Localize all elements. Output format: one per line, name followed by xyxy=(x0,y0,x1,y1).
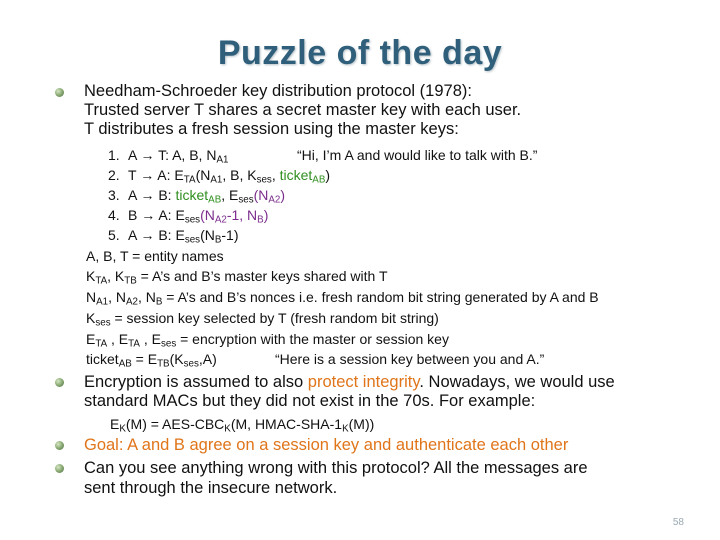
bullet-icon xyxy=(55,441,64,450)
protocol-step-3: 3. A → B: ticket$_{AB}$, $E_{ses}(N_{A2})$ xyxy=(108,187,286,206)
bullet-icon xyxy=(55,378,64,387)
intro-line-2: Trusted server T shares a secret master key with each user. xyxy=(84,101,522,119)
protocol-step-5: 5. A → B: $E_{ses}(N_B-1)$ xyxy=(108,227,239,246)
def-master-keys: $K_{TA}$, $K_{TB}$ = A’s and B’s master keys shared with T xyxy=(86,268,388,287)
encryption-line-1: Encryption is assumed to also protect integrity. Nowadays, we would use xyxy=(84,373,615,391)
protocol-step-1: 1. A → T: A, B, $N_{A1}$ xyxy=(108,147,229,166)
def-nonces: $N_{A1}$, $N_{A2}$, $N_B$ = A’s and B’s nonces i.e. fresh random bit string generated by A and B xyxy=(86,289,599,308)
ticket-quote: “Here is a session key between you and A.” xyxy=(275,351,545,367)
page-number: 58 xyxy=(672,517,684,528)
step-1-quote: “Hi, I’m A and would like to talk with B.” xyxy=(297,147,538,163)
bullet-icon xyxy=(55,88,64,97)
def-session-key: $K_{ses}$ = session key selected by T (fresh random bit string) xyxy=(86,310,439,329)
def-ticket: ticket$_{AB}$ = $E_{TB}(K_{ses},A)$ xyxy=(86,351,217,370)
def-encryption: $E_{TA}$ , $E_{TA}$ , $E_{ses}$ = encryption with the master or session key xyxy=(86,331,449,350)
intro-line-1: Needham-Schroeder key distribution protocol (1978): xyxy=(84,82,472,100)
bullet-icon xyxy=(55,464,64,473)
protocol-step-2: 2. T → A: $E_{TA}(N_{A1}$, B, $K_{ses}$, ticket$_{AB}$) xyxy=(108,167,331,186)
mac-example: $E_K(M) = AES-CBC_K(M$, HMAC-$SHA-1_K(M)$) xyxy=(110,416,375,435)
question-line-2: sent through the insecure network. xyxy=(84,479,338,497)
question-line-1: Can you see anything wrong with this protocol? All the messages are xyxy=(84,459,588,477)
def-entities: A, B, T = entity names xyxy=(86,248,224,264)
slide-title: Puzzle of the day xyxy=(217,34,503,72)
protocol-step-4: 4. B → A: $E_{ses}(N_{A2}-1$, $N_B$) xyxy=(108,207,269,226)
intro-line-3: T distributes a fresh session using the master keys: xyxy=(84,120,459,138)
goal-text: Goal: A and B agree on a session key and authenticate each other xyxy=(84,436,569,454)
encryption-line-2: standard MACs but they did not exist in the 70s. For example: xyxy=(84,392,536,410)
